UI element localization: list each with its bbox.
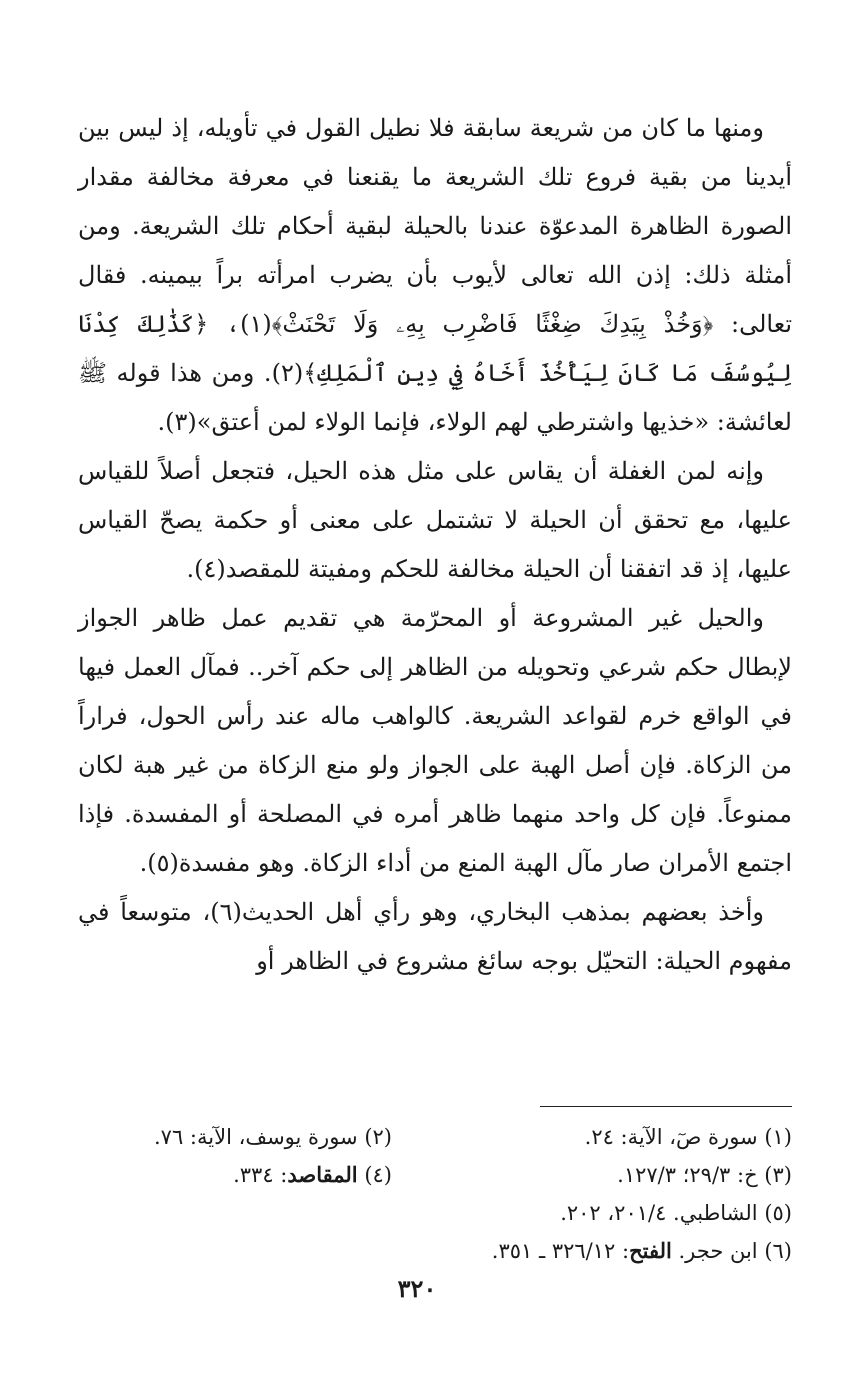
paragraph-3: والحيل غير المشروعة أو المحرّمة هي تقديم عمل ظاهر الجواز لإبطال حكم شرعي وتحويله من الظاهر إلى حكم آخر.. فمآل العمل فيها في الواقع خرم لقواعد الشريعة. كالواهب ماله عند رأس الحول، فراراً من الزكاة. فإن أصل الهبة على الجواز ولو منع الزكاة من غير هبة لكان ممنوعاً. فإن كل واحد منهما ظاهر أمره في المصلحة أو المفسدة. فإذا اجتمع الأمران صار مآل الهبة المنع من أداء الزكاة. وهو مفسدة(٥). — [78, 604, 792, 877]
paragraph-2: وإنه لمن الغفلة أن يقاس على مثل هذه الحيل، فتجعل أصلاً للقياس عليها، مع تحقق أن الحيلة لا تشتمل على معنى أو حكمة يصحّ القياس عليها، إذ قد اتفقنا أن الحيلة مخالفة للحكم ومفيتة للمقصد(٤). — [78, 457, 792, 583]
footnote-6-author: (٦) ابن حجر. — [671, 1239, 792, 1263]
paragraph-1: ومنها ما كان من شريعة سابقة فلا نطيل القول في تأويله، إذ ليس بين أيدينا من بقية فروع تلك الشريعة ما يقنعنا في معرفة مخالفة مقدار الصورة الظاهرة المدعوّة عندنا بالحيلة لبقية أحكام تلك الشريعة. ومن أمثلة ذلك: إذن الله تعالى لأيوب بأن يضرب امرأته براً بيمينه. فقال تعالى: ﴿وَخُذْ بِيَدِكَ ضِغْثًا فَاضْرِب بِهِۦ وَلَا تَحْنَثْ﴾(١)، ﴿كَذَٰلِكَ كِدْنَا لِيُوسُفَ مَا كَانَ لِيَأْخُذَ أَخَاهُ فِي دِينِ ٱلْمَلِكِ﴾(٢). ومن هذا قوله ﷺ لعائشة: «خذيها واشترطي لهم الولاء، فإنما الولاء لمن أعتق»(٣). — [78, 114, 793, 436]
footnote-row — [78, 1194, 792, 1232]
footnote-6 — [492, 1232, 792, 1270]
footnote-3: (٣) خ: ٢٩/٣؛ ١٢٧/٣. — [617, 1163, 792, 1187]
footnote-2: (٢) سورة يوسف، الآية: ٧٦. — [153, 1125, 392, 1149]
footnote-4-source: المقاصد — [287, 1162, 358, 1187]
footnote-5: (٥) الشاطبي. ٢٠١/٤، ٢٠٢. — [560, 1201, 792, 1225]
footnote-4 — [0, 1156, 392, 1194]
body-text — [78, 104, 792, 986]
footnote-row — [78, 1232, 792, 1270]
footnote-4-page: : ٣٣٤. — [233, 1163, 288, 1187]
footnote-6-source: الفتح — [629, 1238, 672, 1263]
footnote-1: (١) سورة صٓ، الآية: ٢٤. — [584, 1125, 792, 1149]
footnote-4-number: (٤) — [357, 1163, 392, 1187]
page-number: ٣٢٠ — [397, 1274, 437, 1303]
footnote-row — [78, 1118, 792, 1156]
footnote-separator — [540, 1106, 792, 1107]
paragraph-4: وأخذ بعضهم بمذهب البخاري، وهو رأي أهل الحديث(٦)، متوسعاً في مفهوم الحيلة: التحيّل بوجه سائغ مشروع في الظاهر أو — [78, 898, 792, 975]
footnote-6-page: : ٣٢٦/١٢ ـ ٣٥١. — [491, 1239, 630, 1263]
footnote-row — [78, 1156, 792, 1194]
footnotes — [78, 1118, 792, 1270]
